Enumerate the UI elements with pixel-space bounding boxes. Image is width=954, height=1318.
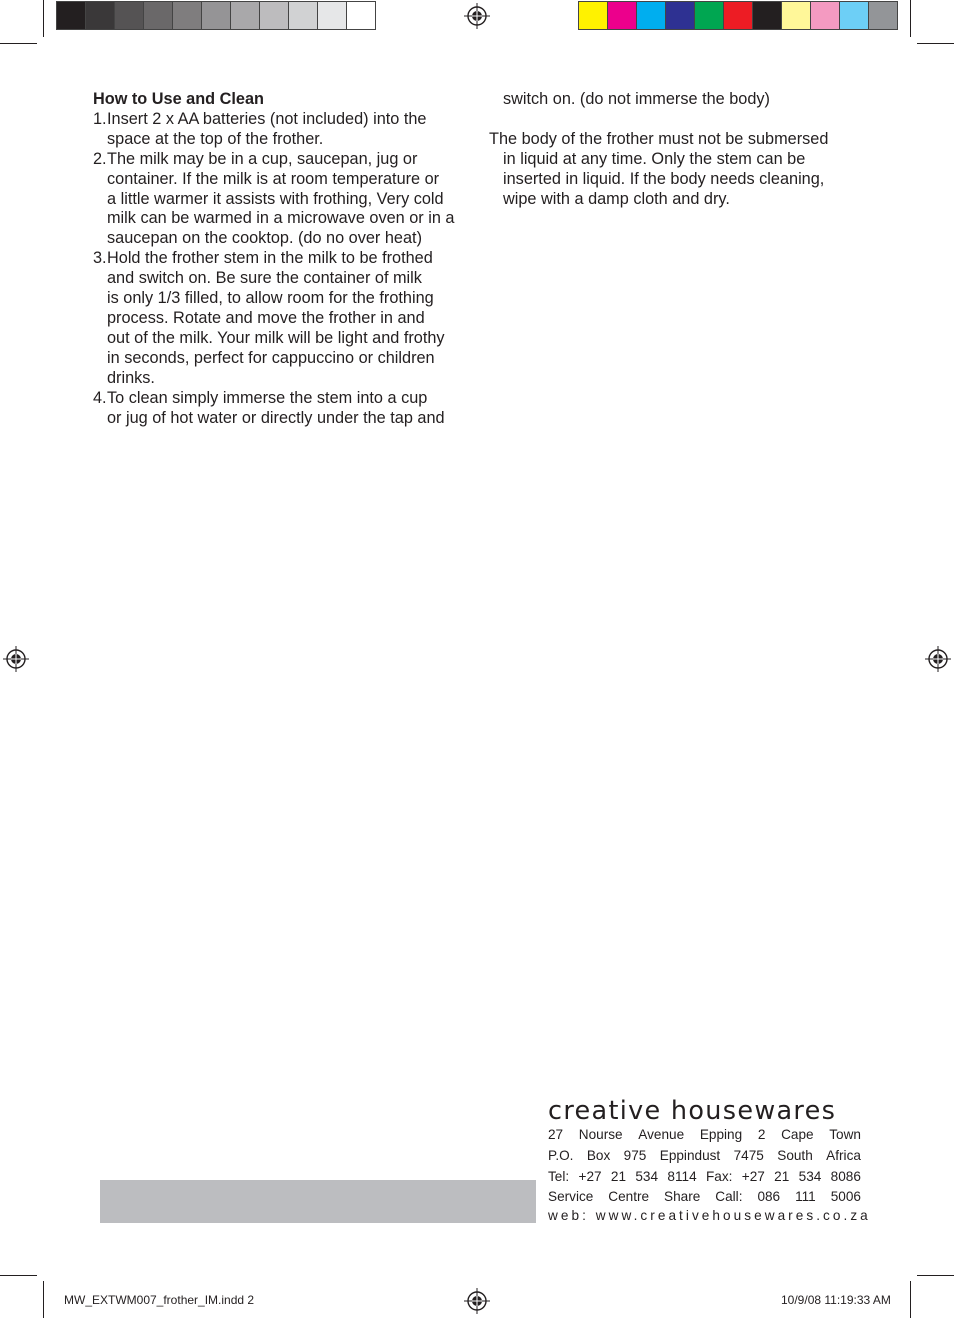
item-number: 1.: [93, 109, 107, 128]
instructions-heading: How to Use and Clean: [93, 90, 264, 108]
address-word: +27: [578, 1169, 602, 1184]
crop-mark-tl-v: [43, 0, 44, 37]
address-word: 5006: [830, 1189, 861, 1204]
color-swatch: [289, 2, 318, 29]
body-note-line: in liquid at any time. Only the stem can be: [503, 149, 806, 168]
crop-mark-bl-v: [43, 1281, 44, 1318]
color-swatch: [347, 2, 375, 29]
crop-mark-tr-v: [910, 0, 911, 37]
address-word: P.O.: [548, 1148, 574, 1163]
address-word: Eppindust: [659, 1148, 721, 1163]
instructions-left-column: [93, 90, 473, 428]
address-word: +27: [741, 1169, 765, 1184]
color-swatch: [869, 2, 897, 29]
item-line: or jug of hot water or directly under the tap and: [107, 408, 445, 427]
address-word: Centre: [608, 1189, 650, 1204]
item-line: container. If the milk is at room temperature or: [107, 169, 440, 188]
item-line: milk can be warmed in a microwave oven or in a: [107, 209, 455, 228]
date-slug: 10/9/08 11:19:33 AM: [781, 1293, 891, 1307]
address-word: 27: [548, 1127, 564, 1142]
instruction-item-4: [93, 389, 473, 429]
color-swatch: [260, 2, 289, 29]
item-line: in seconds, perfect for cappuccino or children: [107, 348, 435, 367]
address-word: Tel:: [548, 1169, 570, 1184]
instructions-right-column: [489, 90, 859, 210]
color-swatch: [782, 2, 811, 29]
crop-mark-br-v: [910, 1281, 911, 1318]
item-number: 2.: [93, 149, 107, 168]
address-word: Africa: [826, 1148, 861, 1163]
item-line: The milk may be in a cup, saucepan, jug or: [107, 149, 418, 168]
address-word: 975: [623, 1148, 647, 1163]
address-word: 111: [795, 1189, 816, 1204]
instruction-item-1: [93, 110, 473, 150]
color-swatch: [115, 2, 144, 29]
item-line: Insert 2 x AA batteries (not included) into the: [107, 109, 427, 128]
color-swatch: [318, 2, 347, 29]
item-line: and switch on. Be sure the container of milk: [107, 269, 422, 288]
address-word: Fax:: [705, 1169, 733, 1184]
item-line: space at the top of the frother.: [107, 129, 324, 148]
address-word: 534: [798, 1169, 822, 1184]
item-line: is only 1/3 filled, to allow room for the frothing: [107, 289, 434, 308]
address-word: Call:: [715, 1189, 743, 1204]
address-word: 8114: [667, 1169, 697, 1184]
body-note-line: wipe with a damp cloth and dry.: [503, 189, 730, 208]
address-word: Box: [586, 1148, 611, 1163]
crop-mark-bl-h: [0, 1275, 37, 1276]
address-word: Share: [664, 1189, 701, 1204]
continuation-line: switch on. (do not immerse the body): [503, 90, 770, 108]
instruction-item-2: [93, 150, 473, 250]
address-word: Cape: [781, 1127, 814, 1142]
address-word: 8086: [830, 1169, 861, 1184]
color-swatch: [202, 2, 231, 29]
registration-mark-bottom-icon: [464, 1288, 490, 1314]
body-note: [489, 130, 859, 210]
address-word: 086: [757, 1189, 781, 1204]
color-swatch: [608, 2, 637, 29]
address-word: Service: [548, 1189, 594, 1204]
color-swatch: [144, 2, 173, 29]
file-slug: MW_EXTWM007_frother_IM.indd 2: [64, 1293, 255, 1307]
item-line: a little warmer it assists with frothing, Very cold: [107, 189, 444, 208]
item-number: 3.: [93, 249, 107, 268]
website-link[interactable]: web: www.creativehousewares.co.za: [548, 1208, 871, 1223]
item-line: drinks.: [107, 368, 155, 387]
registration-mark-left-icon: [3, 646, 29, 672]
crop-mark-tl-h: [0, 43, 37, 44]
color-swatch: [753, 2, 782, 29]
footer-gray-panel: [100, 1180, 536, 1223]
postal-address-line: [548, 1146, 861, 1167]
service-centre-line: [548, 1187, 861, 1208]
color-swatch: [231, 2, 260, 29]
address-line: [548, 1125, 861, 1146]
address-word: 21: [610, 1169, 627, 1184]
address-word: 534: [635, 1169, 659, 1184]
paragraph-gap: [489, 110, 859, 130]
address-word: 7475: [733, 1148, 764, 1163]
item-line: process. Rotate and move the frother in and: [107, 308, 425, 327]
color-swatch: [579, 2, 608, 29]
body-note-first-line: The body of the frother must not be submersed: [489, 129, 829, 148]
phone-fax-line: [548, 1167, 861, 1188]
crop-mark-tr-h: [917, 43, 954, 44]
crop-mark-br-h: [917, 1275, 954, 1276]
color-swatch: [724, 2, 753, 29]
address-word: South: [777, 1148, 813, 1163]
address-word: 2: [757, 1127, 766, 1142]
address-word: 21: [774, 1169, 790, 1184]
item-number: 4.: [93, 388, 107, 407]
process-color-bar: [578, 1, 898, 30]
brand-wordmark: creative housewares: [548, 1096, 837, 1126]
address-word: Avenue: [638, 1127, 685, 1142]
item-line: out of the milk. Your milk will be light and frothy: [107, 328, 445, 347]
item-line: Hold the frother stem in the milk to be frothed: [107, 249, 433, 268]
address-word: Epping: [699, 1127, 743, 1142]
color-swatch: [86, 2, 115, 29]
body-note-line: inserted in liquid. If the body needs cleaning,: [503, 169, 825, 188]
registration-mark-top-icon: [464, 3, 490, 29]
color-swatch: [57, 2, 86, 29]
color-swatch: [695, 2, 724, 29]
address-word: Nourse: [578, 1127, 623, 1142]
color-swatch: [637, 2, 666, 29]
color-swatch: [173, 2, 202, 29]
item-line: saucepan on the cooktop. (do no over heat): [107, 229, 422, 248]
color-swatch: [811, 2, 840, 29]
instruction-item-3: [93, 249, 473, 388]
registration-mark-right-icon: [925, 646, 951, 672]
item-line: To clean simply immerse the stem into a cup: [107, 388, 428, 407]
color-swatch: [666, 2, 695, 29]
address-word: Town: [829, 1127, 861, 1142]
grayscale-color-bar: [56, 1, 376, 30]
color-swatch: [840, 2, 869, 29]
